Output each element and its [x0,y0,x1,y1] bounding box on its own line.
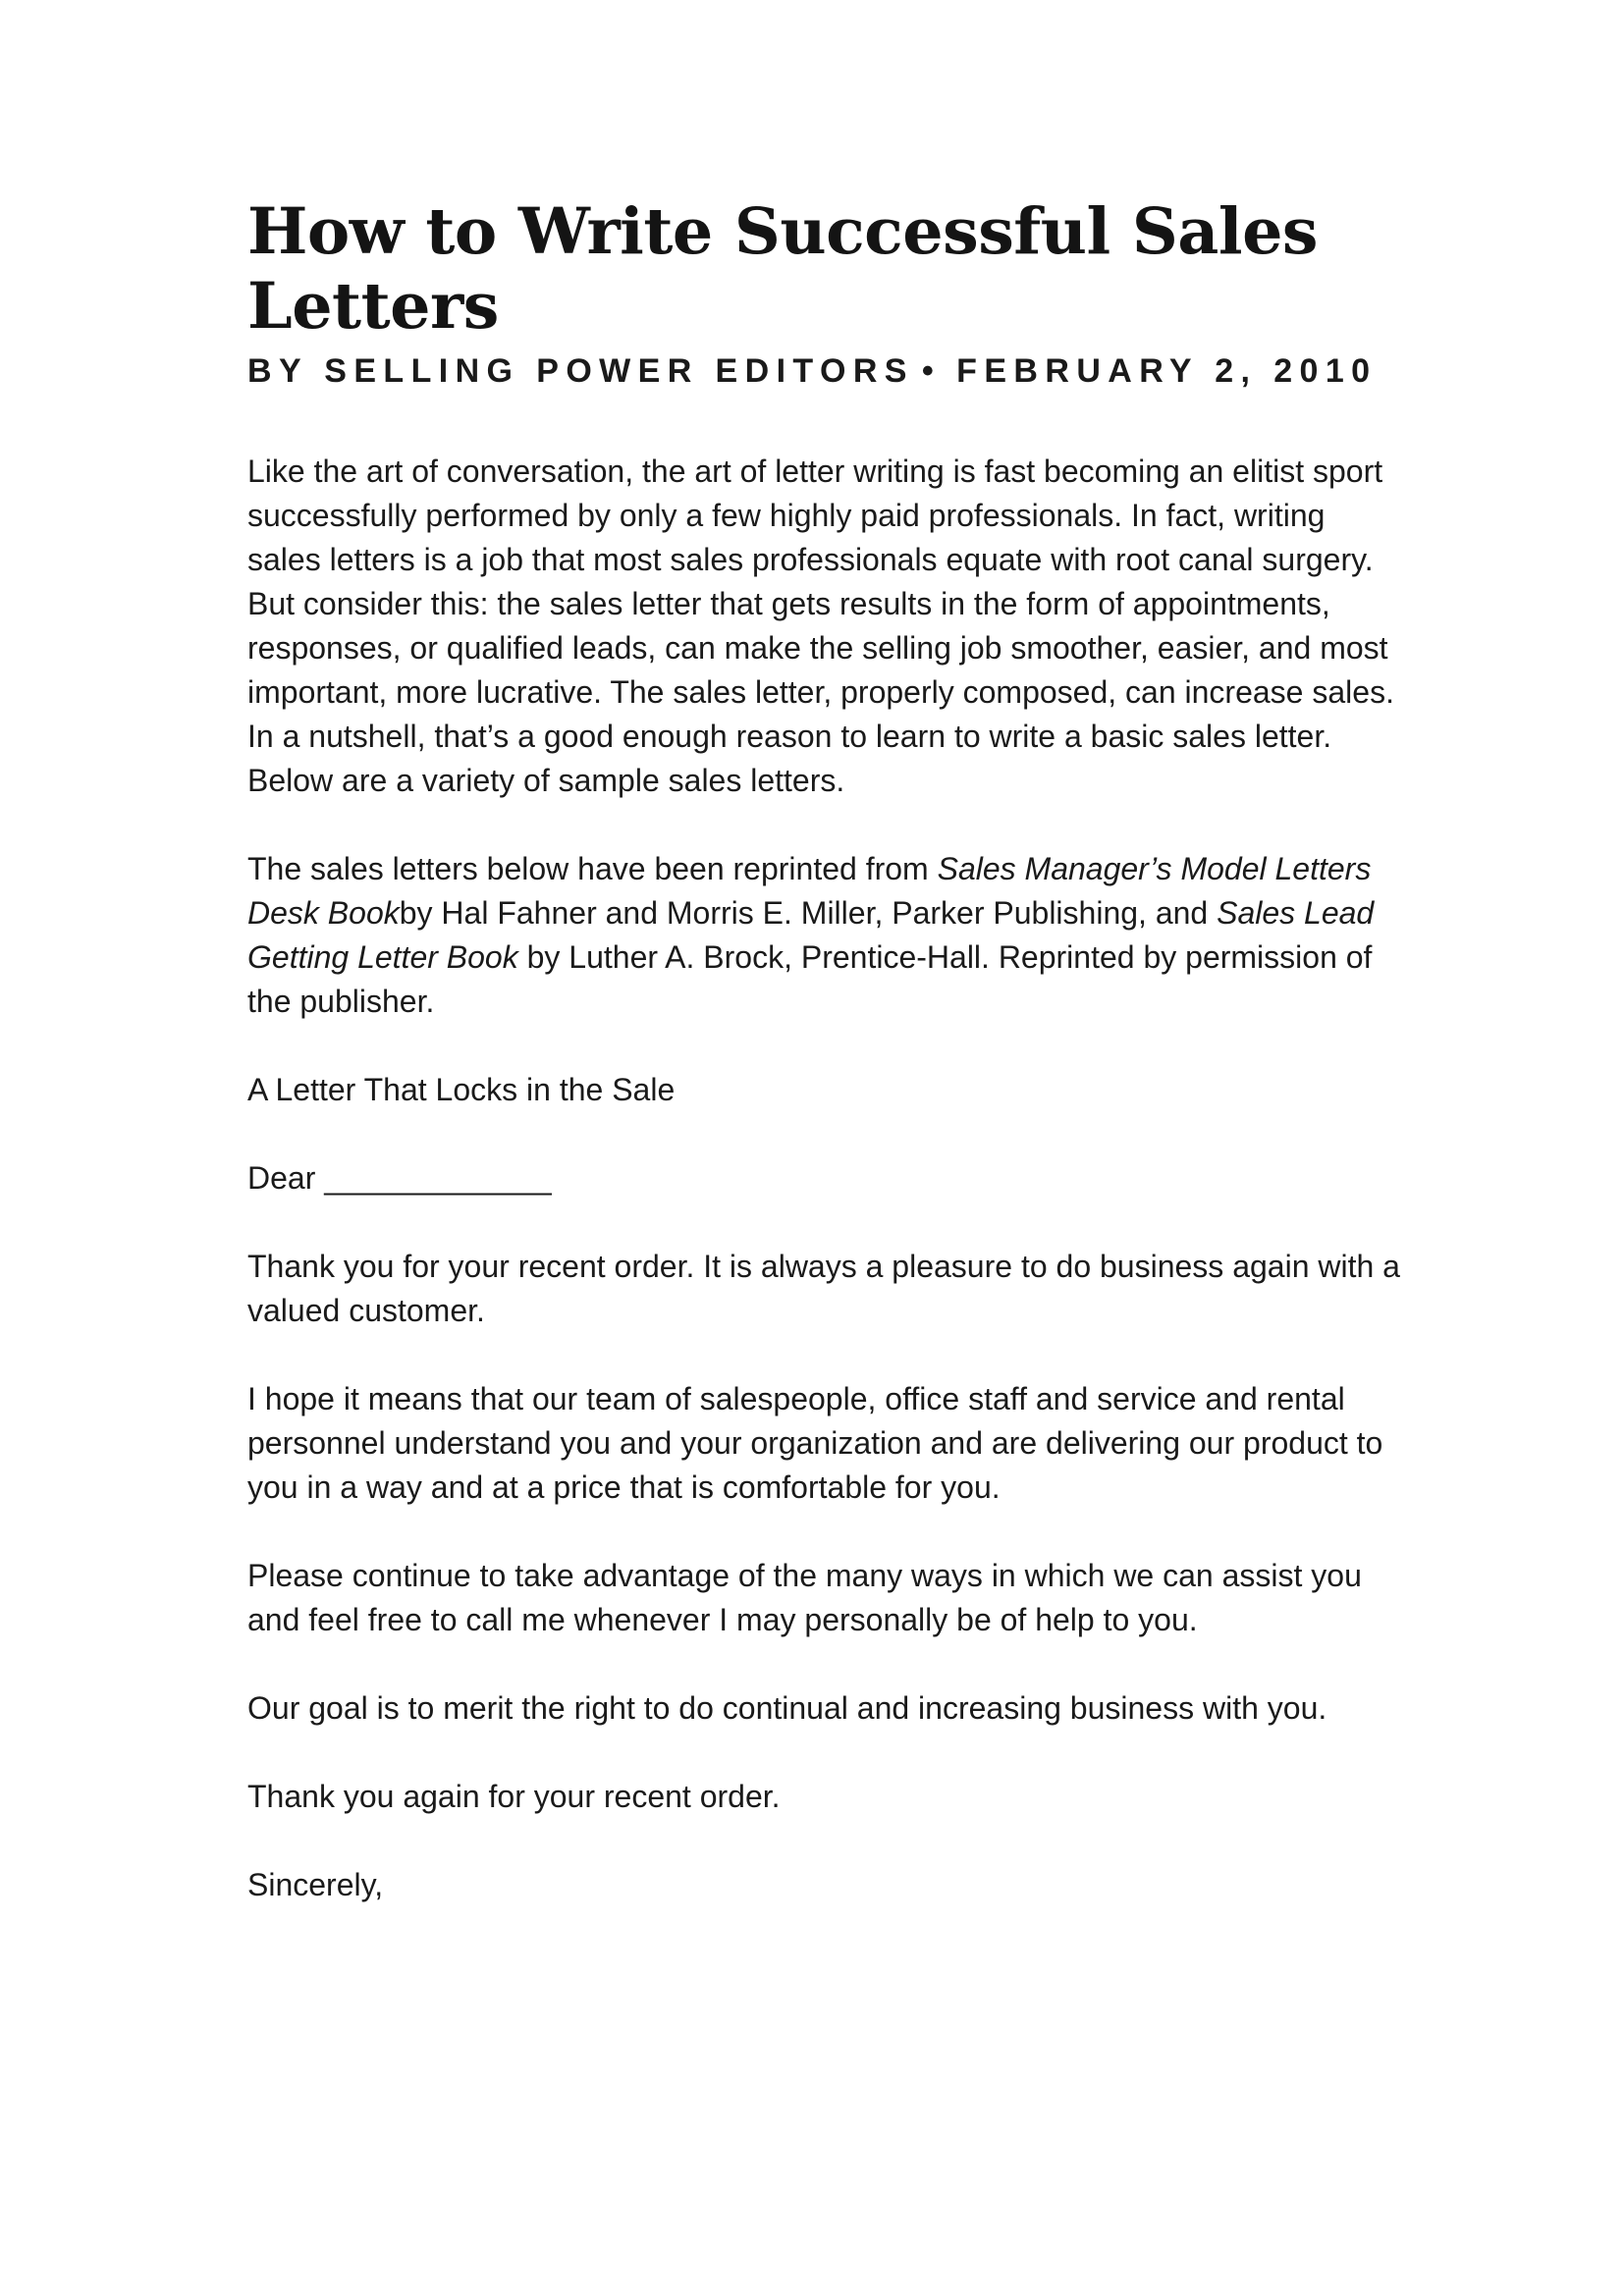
credit-text-2: by Hal Fahner and Morris E. Miller, Parker Publishing, and [399,895,1218,931]
intro-paragraph: Like the art of conversation, the art of letter writing is fast becoming an elitist sport successfully performed by only a few highly paid professionals. In fact, writing sales letters is a job that most sales professionals equate with root canal surgery. But consider this: the sales letter that gets results in the form of appointments, responses, or qualified leads, can make the selling job smoother, easier, and most important, more lucrative. The sales letter, properly composed, can increase sales. In a nutshell, that’s a good enough reason to learn to write a basic sales letter. Below are a variety of sample sales letters. [247,454,1394,798]
letter-title: A Letter That Locks in the Sale [247,1072,676,1107]
byline-author: BY SELLING POWER EDITORS [247,352,914,390]
letter-paragraph: Please continue to take advantage of the many ways in which we can assist you and feel free to call me whenever I may personally be of help to you. [247,1558,1362,1637]
letter-paragraph: Our goal is to merit the right to do continual and increasing business with you. [247,1690,1327,1726]
byline-date: FEBRUARY 2, 2010 [956,352,1378,390]
byline [247,347,1406,395]
letter-paragraph: Thank you again for your recent order. [247,1779,781,1814]
article-title: How to Write Successful Sales Letters [247,194,1319,344]
article-body [247,450,1406,1907]
letter-salutation: Dear _____________ [247,1160,552,1196]
credit-book-title-2: Sales Lead Getting Letter Book [247,895,1375,975]
letter-paragraph: I hope it means that our team of salespeople, office staff and service and rental personnel understand you and your organization and are delivering our product to you in a way and at a price that is comfortable for you. [247,1381,1383,1505]
letter-closing: Sincerely, [247,1867,384,1902]
document-page [247,194,1406,1951]
credit-paragraph [247,847,1406,1024]
credit-text-3: by Luther A. Brock, Prentice-Hall. Reprinted by permission of the publisher. [247,939,1373,1019]
credit-book-title-1: Sales Manager’s Model Letters Desk Book [247,851,1372,931]
credit-text-1: The sales letters below have been reprinted from [247,851,938,886]
letter-paragraph: Thank you for your recent order. It is always a pleasure to do business again with a valued customer. [247,1249,1400,1328]
byline-separator: • [921,352,942,390]
